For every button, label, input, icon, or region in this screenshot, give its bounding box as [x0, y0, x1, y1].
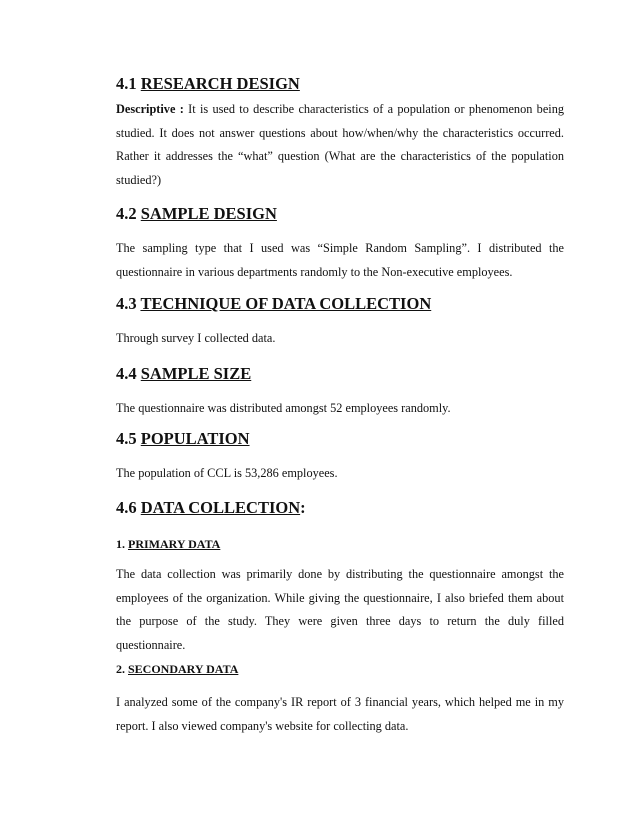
subheading-primary-data [116, 537, 220, 552]
paragraph-research-design [116, 98, 564, 192]
paragraph-sample-size: The questionnaire was distributed amongst 52 employees randomly. [116, 401, 451, 415]
heading-number: 4.6 [116, 498, 137, 517]
paragraph-text: It is used to describe characteristics of a population or phenomenon being studied. It does not answer questions about how/when/why the characteristics occurred. Rather it addresses the “what” question (What are the characteristics of the population studied?) [116, 102, 564, 187]
heading-title: DATA COLLECTION [140, 498, 301, 517]
heading-number: 4.1 [116, 74, 137, 93]
heading-number: 4.4 [116, 364, 137, 383]
paragraph-population: The population of CCL is 53,286 employees. [116, 466, 338, 480]
heading-population [116, 429, 250, 449]
subheading-number: 2. [116, 662, 125, 676]
heading-title: TECHNIQUE OF DATA COLLECTION [140, 294, 432, 313]
subheading-number: 1. [116, 537, 125, 551]
heading-sample-size [116, 364, 251, 384]
heading-sample-design [116, 204, 277, 224]
heading-suffix: : [300, 498, 306, 517]
subheading-title: PRIMARY DATA [128, 537, 221, 551]
paragraph-sample-design: The sampling type that I used was “Simple Random Sampling”. I distributed the questionnaire in various departments randomly to the Non-executive employees. [116, 241, 564, 279]
paragraph-secondary-data: I analyzed some of the company's IR report of 3 financial years, which helped me in my report. I also viewed company's website for collecting data. [116, 695, 564, 733]
subheading-title: SECONDARY DATA [128, 662, 239, 676]
heading-title: SAMPLE DESIGN [140, 204, 277, 223]
heading-research-design [116, 74, 300, 94]
heading-number: 4.3 [116, 294, 137, 313]
subheading-secondary-data [116, 662, 238, 677]
heading-title: RESEARCH DESIGN [140, 74, 300, 93]
heading-data-collection [116, 498, 306, 518]
paragraph-technique: Through survey I collected data. [116, 331, 276, 345]
heading-number: 4.5 [116, 429, 137, 448]
heading-title: SAMPLE SIZE [140, 364, 252, 383]
heading-technique-of-data-collection [116, 294, 431, 314]
heading-number: 4.2 [116, 204, 137, 223]
heading-title: POPULATION [140, 429, 250, 448]
term-descriptive: Descriptive : [116, 102, 184, 116]
paragraph-primary-data: The data collection was primarily done by distributing the questionnaire amongst the employees of the organization. While giving the questionnaire, I also briefed them about the purpose of the study. They were given three days to return the duly filled questionnaire. [116, 567, 564, 652]
